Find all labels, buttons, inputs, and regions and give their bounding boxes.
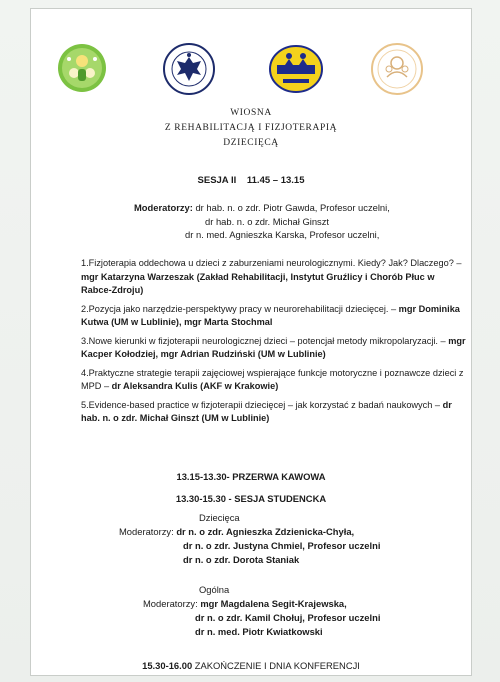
student-session-heading: 13.30-15.30 - SESJA STUDENCKA (175, 493, 327, 504)
general-moderator-2: dr n. o zdr. Kamil Chołuj, Profesor uczelni (195, 612, 381, 623)
children-section-title: Dziecięca (199, 512, 240, 523)
closing-line (31, 660, 471, 671)
medical-university-eagle-logo-icon (163, 43, 215, 95)
children-moderator-3: dr n. o zdr. Dorota Staniak (183, 554, 300, 565)
children-moderators-label: Moderatorzy: (119, 526, 174, 537)
talk-number: 3. (81, 335, 89, 346)
moderators-block (91, 201, 451, 242)
moderator-1: dr hab. n. o zdr. Piotr Gawda, Profesor uczelni, (195, 202, 390, 213)
talk-title: Pozycja jako narzędzie-perspektywy pracy w neurorehabilitacji dziecięcej. – (88, 303, 397, 314)
moderator-3: dr n. med. Agnieszka Karska, Profesor uczelni, (185, 229, 380, 240)
children-section (31, 511, 471, 567)
moderators-label: Moderatorzy: (134, 202, 193, 213)
talk-item (81, 399, 467, 426)
talk-speaker: mgr Kacper Kołodziej, mgr Adrian Rudziński (UM w Lublinie) (81, 335, 466, 359)
moderator-2: dr hab. n. o zdr. Michał Ginszt (205, 215, 330, 227)
program-card (30, 8, 472, 676)
talk-speaker: mgr Dominika Kutwa (UM w Lublinie), mgr Marta Stochmal (81, 303, 460, 327)
talk-title: Fizjoterapia oddechowa u dzieci z zaburzeniami neurologicznymi. Kiedy? Jak? Dlaczego? – (88, 258, 462, 268)
event-title (31, 106, 471, 151)
talk-number: 2. (81, 303, 89, 314)
closing-text: ZAKOŃCZENIE I DNIA KONFERENCJI (194, 660, 360, 671)
talk-item (81, 335, 467, 362)
talk-number: 5. (81, 399, 89, 410)
children-moderator-1: dr n. o zdr. Agnieszka Zdzienicka-Chyła, (176, 526, 355, 537)
general-section-title: Ogólna (199, 584, 230, 595)
title-line-2: Z REHABILITACJĄ I FIZJOTERAPIĄ (164, 123, 338, 133)
talk-speaker: dr hab. n. o zdr. Michał Ginszt (UM w Lublinie) (81, 399, 452, 423)
talk-number: 1. (81, 258, 89, 268)
talk-title: Evidence-based practice w fizjoterapii dziecięcej – jak korzystać z badań naukowych – (88, 399, 441, 410)
session-time: 11.45 – 13.15 (246, 175, 305, 186)
general-section (31, 583, 471, 639)
session-label: SESJA II (197, 175, 237, 186)
talk-item (81, 257, 467, 298)
talks-list (81, 257, 467, 431)
talk-speaker: mgr Katarzyna Warzeszak (Zakład Rehabilitacji, Instytut Gruźlicy i Chorób Płuc w Rabce-Zdroju) (81, 271, 435, 295)
coffee-break: 13.15-13.30- PRZERWA KAWOWA (176, 471, 326, 482)
childrens-hospital-logo-icon (269, 45, 323, 93)
general-moderator-1: mgr Magdalena Segit-Krajewska, (200, 598, 347, 609)
rehab-circle-logo-icon (371, 43, 423, 95)
general-moderator-3: dr n. med. Piotr Kwiatkowski (195, 626, 323, 637)
closing-time: 15.30-16.00 (142, 660, 193, 671)
session-heading (31, 175, 471, 186)
title-line-1: WIOSNA (230, 108, 272, 118)
talk-title: Praktyczne strategie terapii zajęciowej wspierające funkcje motoryczne i poznawcze dzieci z MPD – (81, 367, 464, 391)
kids-rehab-logo-icon (57, 43, 107, 93)
talk-title: Nowe kierunki w fizjoterapii neurologicznej dzieci – potencjał metody mikropolaryzacji. – (88, 335, 446, 346)
talk-speaker: dr Aleksandra Kulis (AKF w Krakowie) (111, 381, 279, 391)
children-moderator-2: dr n. o zdr. Justyna Chmiel, Profesor uczelni (183, 540, 381, 551)
general-moderators-label: Moderatorzy: (143, 598, 198, 609)
title-line-3: DZIECIĘCĄ (223, 138, 279, 148)
talk-number: 4. (81, 367, 89, 378)
talk-item (81, 367, 467, 394)
talk-item (81, 303, 467, 330)
